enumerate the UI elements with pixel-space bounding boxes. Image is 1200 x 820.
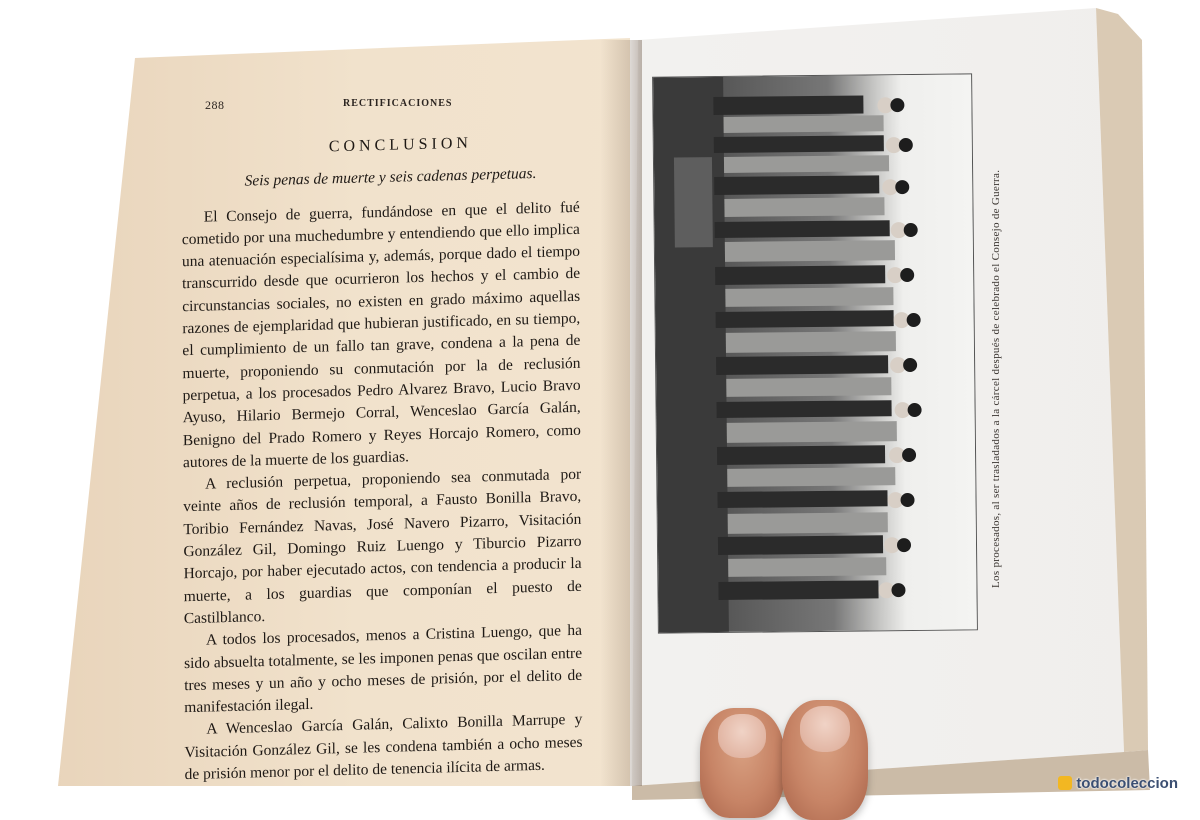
photo-caption: Los procesados, al ser trasladados a la cárcel después de celebrado el Consejo de Guerra.	[990, 169, 1002, 588]
right-thumbnail	[800, 706, 850, 752]
running-head	[205, 98, 605, 118]
photo-image	[653, 74, 977, 632]
running-title: RECTIFICACIONES	[343, 98, 453, 109]
watermark-logo-icon	[1058, 776, 1072, 790]
watermark	[1058, 775, 1178, 792]
book-gutter	[600, 40, 642, 786]
page-text	[181, 130, 582, 787]
photo-building	[674, 157, 713, 247]
watermark-text: todocoleccion	[1076, 775, 1178, 792]
section-subtitle: Seis penas de muerte y seis cadenas perpetuas.	[244, 165, 537, 190]
paragraph: A Wenceslao García Galán, Calixto Bonilla Marrupe y Visitación González Gil, se les condena también a ocho meses de prisión menor por el delito de tenencia ilícita de armas.	[184, 711, 583, 784]
left-thumbnail	[718, 714, 766, 758]
paragraph: A reclusión perpetua, proponiendo sea conmutada por veinte años de reclusión temporal, a Fausto Bonilla Bravo, Toribio Fernández Navas, José Navero Pizarro, Visitación González Gil, Domingo Ruiz Luengo y Tiburcio Pizarro Horcajo, por haber ejecutado actos, con tendencia a producir la muerte, a los guardias que componían el puesto de Castilblanco.	[183, 465, 582, 628]
group-photograph	[652, 73, 978, 633]
section-heading: CONCLUSION	[328, 134, 472, 156]
page-number: 288	[205, 98, 225, 112]
paragraph: El Consejo de guerra, fundándose en que el delito fué cometido por una muchedumbre y entendiendo que ello implica una atenuación especialísima y, además, porque dado el tiempo transcurrido desde que ocurrieron los hechos y el cambio de circunstancias sociales, no existen en grado máximo aquellas razones de ejemplaridad que hubieran justificado, en su tiempo, el cumplimiento de un fallo tan grave, condena a la pena de muerte, proponiendo su conmutación por la de reclusión perpetua, a los procesados Pedro Alvarez Bravo, Lucio Bravo Ayuso, Hilario Bermejo Corral, Wenceslao García Galán, Benigno del Prado Romero y Reyes Horcajo Romero, como autores de la muerte de los guardias.	[181, 198, 581, 472]
photo-figures	[653, 74, 977, 632]
paragraph: A todos los procesados, menos a Cristina Luengo, que ha sido absuelta totalmente, se les imponen penas que oscilan entre tres meses y un año y ocho meses de prisión, por el delito de manifestación ilegal.	[184, 622, 583, 717]
